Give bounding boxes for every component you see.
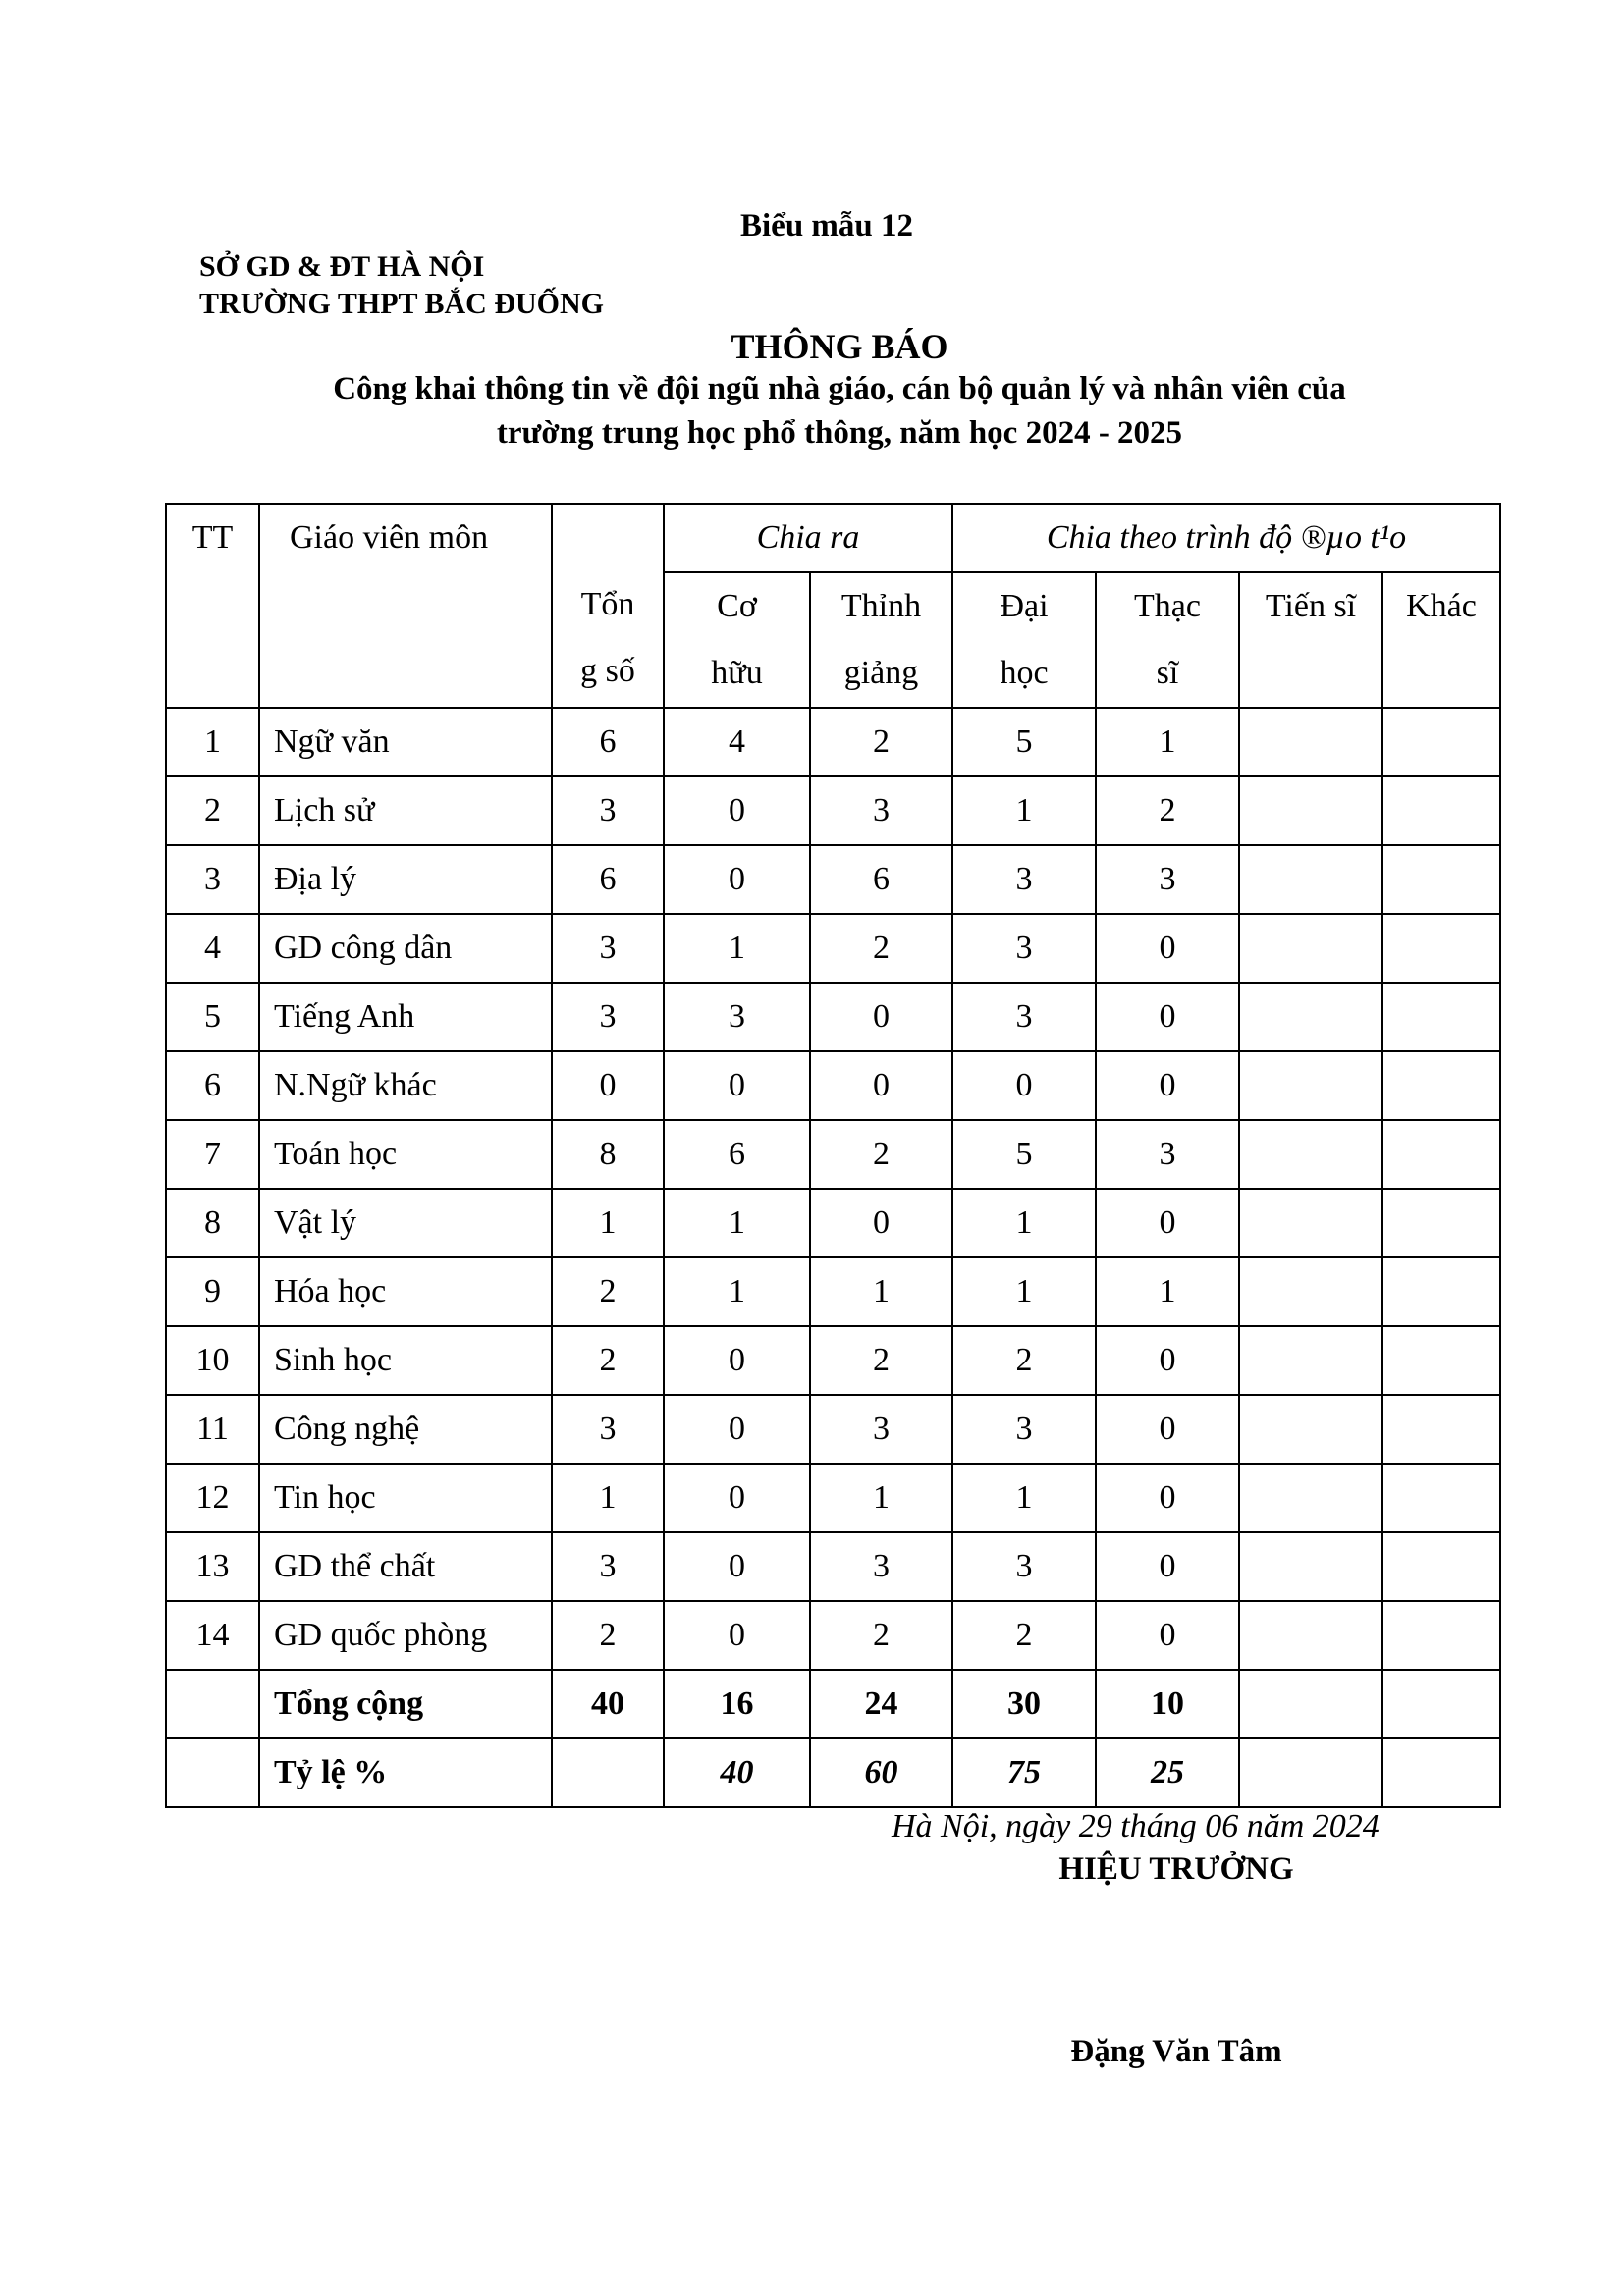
cell-doctor bbox=[1239, 914, 1382, 983]
header-master-line2: sĩ bbox=[1156, 655, 1179, 691]
cell-university: 3 bbox=[952, 1395, 1096, 1464]
table-row bbox=[166, 1257, 1500, 1326]
cell-doctor bbox=[1239, 1670, 1382, 1738]
header-group-level: Chia theo trình độ ®µo t¹o bbox=[952, 504, 1500, 572]
cell-visiting: 2 bbox=[810, 708, 952, 776]
header-subject: Giáo viên môn bbox=[259, 504, 552, 708]
table-row bbox=[166, 1120, 1500, 1189]
cell-doctor bbox=[1239, 1601, 1382, 1670]
cell-permanent: 0 bbox=[664, 1051, 810, 1120]
cell-doctor bbox=[1239, 1257, 1382, 1326]
cell-master: 0 bbox=[1096, 1464, 1239, 1532]
cell-other bbox=[1382, 1670, 1500, 1738]
staff-table bbox=[165, 503, 1501, 1808]
cell-tt: 9 bbox=[166, 1257, 259, 1326]
cell-other bbox=[1382, 1051, 1500, 1120]
cell-other bbox=[1382, 983, 1500, 1051]
cell-master: 25 bbox=[1096, 1738, 1239, 1807]
cell-total: 3 bbox=[552, 983, 664, 1051]
cell-tt: 5 bbox=[166, 983, 259, 1051]
cell-total: 3 bbox=[552, 776, 664, 845]
cell-doctor bbox=[1239, 983, 1382, 1051]
cell-master: 1 bbox=[1096, 708, 1239, 776]
header-group-split: Chia ra bbox=[664, 504, 952, 572]
cell-total: 3 bbox=[552, 1532, 664, 1601]
cell-other bbox=[1382, 1532, 1500, 1601]
cell-visiting: 3 bbox=[810, 1395, 952, 1464]
table-row bbox=[166, 1395, 1500, 1464]
table-row bbox=[166, 1532, 1500, 1601]
cell-tt: 11 bbox=[166, 1395, 259, 1464]
cell-master: 2 bbox=[1096, 776, 1239, 845]
cell-tt bbox=[166, 1738, 259, 1807]
cell-university: 1 bbox=[952, 1464, 1096, 1532]
cell-visiting: 24 bbox=[810, 1670, 952, 1738]
cell-tt: 4 bbox=[166, 914, 259, 983]
table-row bbox=[166, 983, 1500, 1051]
header-total-line2: g số bbox=[580, 653, 635, 689]
cell-total: 40 bbox=[552, 1670, 664, 1738]
cell-permanent: 3 bbox=[664, 983, 810, 1051]
cell-visiting: 6 bbox=[810, 845, 952, 914]
header-master bbox=[1096, 572, 1239, 708]
header-visiting-line2: giảng bbox=[843, 655, 919, 691]
cell-other bbox=[1382, 914, 1500, 983]
cell-other bbox=[1382, 708, 1500, 776]
cell-doctor bbox=[1239, 845, 1382, 914]
header-university-line1: Đại bbox=[1000, 588, 1049, 624]
cell-visiting: 1 bbox=[810, 1257, 952, 1326]
cell-master: 0 bbox=[1096, 1326, 1239, 1395]
subtitle-line-2: trường trung học phổ thông, năm học 2024 - 2025 bbox=[496, 415, 1183, 451]
cell-university: 1 bbox=[952, 1189, 1096, 1257]
cell-total: 1 bbox=[552, 1189, 664, 1257]
cell-permanent: 40 bbox=[664, 1738, 810, 1807]
cell-visiting: 1 bbox=[810, 1464, 952, 1532]
cell-permanent: 1 bbox=[664, 1257, 810, 1326]
cell-subject: Công nghệ bbox=[259, 1395, 552, 1464]
date-line: Hà Nội, ngày 29 tháng 06 năm 2024 bbox=[892, 1808, 1380, 1844]
header-visiting bbox=[810, 572, 952, 708]
cell-doctor bbox=[1239, 1326, 1382, 1395]
header-permanent-line1: Cơ bbox=[717, 588, 757, 624]
cell-university: 3 bbox=[952, 1532, 1096, 1601]
cell-university: 1 bbox=[952, 1257, 1096, 1326]
cell-doctor bbox=[1239, 1738, 1382, 1807]
table-row bbox=[166, 708, 1500, 776]
cell-subject: GD thể chất bbox=[259, 1532, 552, 1601]
signer-name: Đặng Văn Tâm bbox=[1070, 2034, 1282, 2069]
cell-permanent: 6 bbox=[664, 1120, 810, 1189]
cell-permanent: 0 bbox=[664, 1326, 810, 1395]
table-row bbox=[166, 1326, 1500, 1395]
cell-subject: Địa lý bbox=[259, 845, 552, 914]
cell-subject: Lịch sử bbox=[259, 776, 552, 845]
cell-permanent: 0 bbox=[664, 1532, 810, 1601]
cell-university: 5 bbox=[952, 1120, 1096, 1189]
cell-permanent: 0 bbox=[664, 1464, 810, 1532]
cell-subject: Hóa học bbox=[259, 1257, 552, 1326]
cell-tt: 2 bbox=[166, 776, 259, 845]
cell-other bbox=[1382, 1738, 1500, 1807]
cell-permanent: 1 bbox=[664, 914, 810, 983]
cell-doctor bbox=[1239, 1464, 1382, 1532]
cell-total: 1 bbox=[552, 1464, 664, 1532]
cell-master: 1 bbox=[1096, 1257, 1239, 1326]
total-row bbox=[166, 1670, 1500, 1738]
cell-subject: Tổng cộng bbox=[259, 1670, 552, 1738]
cell-total: 2 bbox=[552, 1601, 664, 1670]
table-row bbox=[166, 776, 1500, 845]
cell-total: 6 bbox=[552, 708, 664, 776]
cell-total: 0 bbox=[552, 1051, 664, 1120]
cell-tt bbox=[166, 1670, 259, 1738]
cell-tt: 6 bbox=[166, 1051, 259, 1120]
cell-tt: 14 bbox=[166, 1601, 259, 1670]
cell-total: 3 bbox=[552, 1395, 664, 1464]
header-permanent bbox=[664, 572, 810, 708]
cell-doctor bbox=[1239, 1051, 1382, 1120]
cell-visiting: 0 bbox=[810, 1189, 952, 1257]
cell-university: 3 bbox=[952, 983, 1096, 1051]
cell-visiting: 60 bbox=[810, 1738, 952, 1807]
cell-permanent: 0 bbox=[664, 776, 810, 845]
cell-permanent: 16 bbox=[664, 1670, 810, 1738]
cell-doctor bbox=[1239, 708, 1382, 776]
cell-tt: 7 bbox=[166, 1120, 259, 1189]
cell-tt: 13 bbox=[166, 1532, 259, 1601]
cell-university: 5 bbox=[952, 708, 1096, 776]
cell-doctor bbox=[1239, 1395, 1382, 1464]
table-row bbox=[166, 1189, 1500, 1257]
cell-subject: Vật lý bbox=[259, 1189, 552, 1257]
header-visiting-line1: Thỉnh bbox=[840, 588, 922, 624]
cell-master: 10 bbox=[1096, 1670, 1239, 1738]
cell-university: 0 bbox=[952, 1051, 1096, 1120]
header-permanent-line2: hữu bbox=[711, 655, 763, 691]
cell-subject: Toán học bbox=[259, 1120, 552, 1189]
cell-doctor bbox=[1239, 1532, 1382, 1601]
cell-doctor bbox=[1239, 776, 1382, 845]
cell-subject: Sinh học bbox=[259, 1326, 552, 1395]
cell-university: 2 bbox=[952, 1601, 1096, 1670]
cell-permanent: 4 bbox=[664, 708, 810, 776]
cell-tt: 8 bbox=[166, 1189, 259, 1257]
cell-visiting: 0 bbox=[810, 983, 952, 1051]
cell-doctor bbox=[1239, 1120, 1382, 1189]
cell-other bbox=[1382, 776, 1500, 845]
header-total-line1: Tổn bbox=[580, 586, 635, 622]
header-tt: TT bbox=[166, 504, 259, 708]
cell-total: 2 bbox=[552, 1257, 664, 1326]
document-heading: THÔNG BÁO bbox=[731, 327, 948, 366]
header-master-line1: Thạc bbox=[1134, 588, 1201, 624]
form-label: Biểu mẫu 12 bbox=[740, 208, 914, 243]
cell-master: 0 bbox=[1096, 914, 1239, 983]
cell-subject: Tỷ lệ % bbox=[259, 1738, 552, 1807]
cell-university: 3 bbox=[952, 914, 1096, 983]
cell-master: 0 bbox=[1096, 1532, 1239, 1601]
cell-master: 0 bbox=[1096, 1601, 1239, 1670]
table-row bbox=[166, 1051, 1500, 1120]
cell-master: 0 bbox=[1096, 1051, 1239, 1120]
cell-subject: Tiếng Anh bbox=[259, 983, 552, 1051]
header-university-line2: học bbox=[1000, 655, 1049, 691]
cell-other bbox=[1382, 1257, 1500, 1326]
cell-master: 3 bbox=[1096, 845, 1239, 914]
cell-other bbox=[1382, 1464, 1500, 1532]
cell-other bbox=[1382, 1395, 1500, 1464]
cell-total: 8 bbox=[552, 1120, 664, 1189]
cell-total: 3 bbox=[552, 914, 664, 983]
cell-tt: 10 bbox=[166, 1326, 259, 1395]
school-name: TRƯỜNG THPT BẮC ĐUỐNG bbox=[199, 288, 604, 320]
header-total bbox=[552, 504, 664, 708]
header-other: Khác bbox=[1382, 572, 1500, 708]
cell-total: 6 bbox=[552, 845, 664, 914]
table-row bbox=[166, 1464, 1500, 1532]
subtitle-line-1: Công khai thông tin về đội ngũ nhà giáo, cán bộ quản lý và nhân viên của bbox=[333, 371, 1346, 406]
cell-total: 2 bbox=[552, 1326, 664, 1395]
table-row bbox=[166, 914, 1500, 983]
cell-visiting: 0 bbox=[810, 1051, 952, 1120]
cell-tt: 3 bbox=[166, 845, 259, 914]
cell-university: 1 bbox=[952, 776, 1096, 845]
cell-doctor bbox=[1239, 1189, 1382, 1257]
cell-other bbox=[1382, 845, 1500, 914]
cell-visiting: 2 bbox=[810, 1326, 952, 1395]
cell-university: 3 bbox=[952, 845, 1096, 914]
cell-visiting: 2 bbox=[810, 1120, 952, 1189]
cell-visiting: 2 bbox=[810, 1601, 952, 1670]
cell-other bbox=[1382, 1189, 1500, 1257]
cell-master: 0 bbox=[1096, 1395, 1239, 1464]
cell-subject: Ngữ văn bbox=[259, 708, 552, 776]
cell-visiting: 3 bbox=[810, 776, 952, 845]
cell-master: 0 bbox=[1096, 983, 1239, 1051]
percent-row bbox=[166, 1738, 1500, 1807]
department-name: SỞ GD & ĐT HÀ NỘI bbox=[199, 250, 485, 283]
cell-master: 3 bbox=[1096, 1120, 1239, 1189]
table-row bbox=[166, 845, 1500, 914]
header-doctor: Tiến sĩ bbox=[1239, 572, 1382, 708]
cell-university: 30 bbox=[952, 1670, 1096, 1738]
cell-permanent: 0 bbox=[664, 1601, 810, 1670]
cell-university: 75 bbox=[952, 1738, 1096, 1807]
cell-master: 0 bbox=[1096, 1189, 1239, 1257]
cell-subject: GD công dân bbox=[259, 914, 552, 983]
cell-other bbox=[1382, 1120, 1500, 1189]
cell-tt: 12 bbox=[166, 1464, 259, 1532]
cell-university: 2 bbox=[952, 1326, 1096, 1395]
signer-title: HIỆU TRƯỞNG bbox=[1058, 1851, 1294, 1887]
cell-other bbox=[1382, 1601, 1500, 1670]
cell-subject: GD quốc phòng bbox=[259, 1601, 552, 1670]
cell-total bbox=[552, 1738, 664, 1807]
cell-permanent: 0 bbox=[664, 1395, 810, 1464]
cell-permanent: 1 bbox=[664, 1189, 810, 1257]
cell-visiting: 3 bbox=[810, 1532, 952, 1601]
header-university bbox=[952, 572, 1096, 708]
cell-permanent: 0 bbox=[664, 845, 810, 914]
cell-subject: Tin học bbox=[259, 1464, 552, 1532]
cell-visiting: 2 bbox=[810, 914, 952, 983]
cell-subject: N.Ngữ khác bbox=[259, 1051, 552, 1120]
table-row bbox=[166, 1601, 1500, 1670]
cell-other bbox=[1382, 1326, 1500, 1395]
cell-tt: 1 bbox=[166, 708, 259, 776]
